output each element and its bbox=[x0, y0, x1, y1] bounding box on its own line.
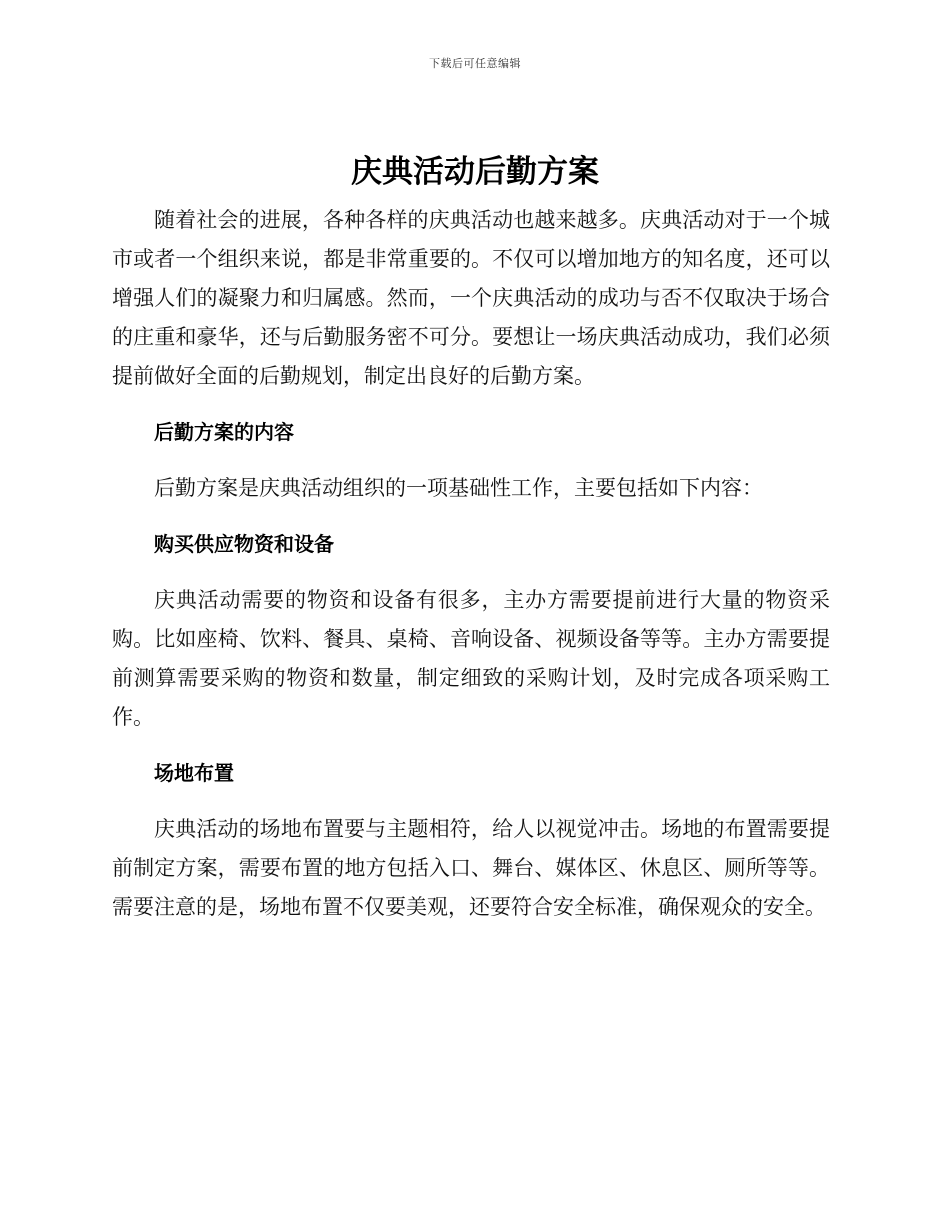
header-note: 下载后可任意编辑 bbox=[429, 57, 521, 70]
section-paragraph-logistics-content: 后勤方案是庆典活动组织的一项基础性工作，主要包括如下内容： bbox=[154, 476, 763, 500]
section-heading-logistics-content: 后勤方案的内容 bbox=[154, 420, 294, 444]
spacer bbox=[112, 564, 830, 581]
section-heading-venue-layout: 场地布置 bbox=[154, 761, 234, 785]
document-title: 庆典活动后勤方案 bbox=[351, 154, 599, 190]
document-body bbox=[112, 201, 830, 927]
section-paragraph-procurement: 庆典活动需要的物资和设备有很多，主办方需要提前进行大量的物资采购。比如座椅、饮料、餐具、桌椅、音响设备、视频设备等等。主办方需要提前测算需要采购的物资和数量，制定细致的采购计划，及时完成各项采购工作。 bbox=[112, 588, 830, 729]
spacer bbox=[112, 737, 830, 754]
spacer bbox=[112, 396, 830, 413]
intro-paragraph: 随着社会的进展，各种各样的庆典活动也越来越多。庆典活动对于一个城市或者一个组织来说，都是非常重要的。不仅可以增加地方的知名度，还可以增强人们的凝聚力和归属感。然而，一个庆典活动的成功与否不仅取决于场合的庄重和豪华，还与后勤服务密不可分。要想让一场庆典活动成功，我们必须提前做好全面的后勤规划，制定出良好的后勤方案。 bbox=[112, 208, 830, 388]
spacer bbox=[112, 452, 830, 469]
spacer bbox=[112, 508, 830, 525]
section-paragraph-venue-layout: 庆典活动的场地布置要与主题相符，给人以视觉冲击。场地的布置需要提前制定方案，需要布置的地方包括入口、舞台、媒体区、休息区、厕所等等。需要注意的是，场地布置不仅要美观，还要符合安全标准，确保观众的安全。 bbox=[112, 817, 830, 919]
section-heading-procurement: 购买供应物资和设备 bbox=[154, 532, 334, 556]
spacer bbox=[112, 793, 830, 810]
